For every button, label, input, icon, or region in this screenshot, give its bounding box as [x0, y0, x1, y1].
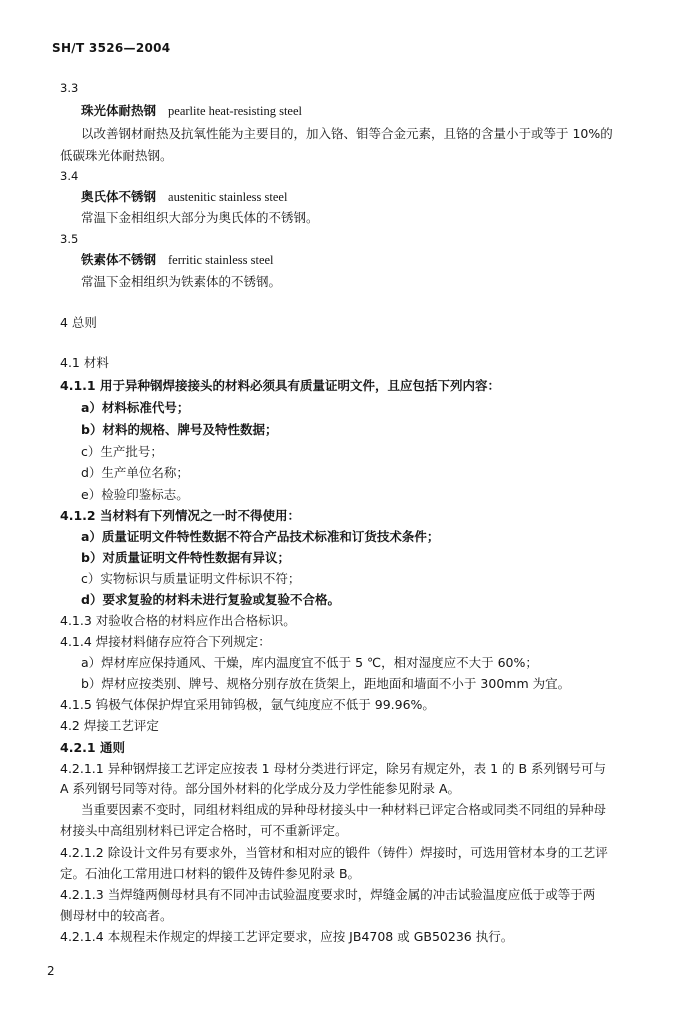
text-line: b）对质量证明文件特性数据有异议；	[81, 550, 290, 565]
text-line: 4.2.1.1 异种钢焊接工艺评定应按表 1 母材分类进行评定，除另有规定外，表 1 的 B 系列钢号可与	[60, 761, 607, 776]
text-line: c）生产批号；	[81, 444, 163, 459]
term-chinese: 奥氏体不锈钢	[81, 189, 157, 204]
text-line: 常温下金相组织为铁素体的不锈钢。	[81, 274, 282, 289]
text-line: 3.5	[60, 232, 79, 246]
text-line: 4.2.1.4 本规程未作规定的焊接工艺评定要求，应按 JB4708 或 GB50236 执行。	[60, 929, 514, 944]
text-line: 4.2.1 通则	[60, 740, 125, 755]
text-line: 4.1.2 当材料有下列情况之一时不得使用：	[60, 508, 300, 523]
text-line: 4.1.5 钨极气体保护焊宜采用铈钨极，氩气纯度应不低于 99.96%。	[60, 697, 435, 712]
text-line: e）检验印鉴标志。	[81, 487, 189, 502]
term-definition-heading	[81, 189, 287, 205]
term-english: pearlite heat-resisting steel	[168, 104, 302, 118]
term-chinese: 铁素体不锈钢	[81, 252, 157, 267]
text-line: 4.2.1.2 除设计文件另有要求外，当管材和相对应的锻件（铸件）焊接时，可选用管材本身的工艺评	[60, 845, 608, 860]
text-line: c）实物标识与质量证明文件标识不符；	[81, 571, 301, 586]
text-line: 4 总则	[60, 315, 97, 330]
text-line: 4.1.1 用于异种钢焊接接头的材料必须具有质量证明文件，且应包括下列内容：	[60, 378, 500, 393]
term-definition-heading	[81, 103, 302, 119]
text-line: 以改善钢材耐热及抗氧性能为主要目的，加入铬、钼等合金元素，且铬的含量小于或等于 10%的	[81, 126, 613, 141]
text-line: a）材料标准代号；	[81, 400, 190, 415]
text-line: 当重要因素不变时，同组材料组成的异种母材接头中一种材料已评定合格或同类不同组的异种母	[81, 802, 607, 817]
text-line: 侧母材中的较高者。	[60, 908, 173, 923]
text-line: 常温下金相组织大部分为奥氏体的不锈钢。	[81, 210, 319, 225]
text-line: d）要求复验的材料未进行复验或复验不合格。	[81, 592, 340, 607]
text-line: 4.2.1.3 当焊缝两侧母材具有不同冲击试验温度要求时，焊缝金属的冲击试验温度应低于或等于两	[60, 887, 596, 902]
term-english: ferritic stainless steel	[168, 253, 274, 267]
term-chinese: 珠光体耐热钢	[81, 103, 157, 118]
text-line: d）生产单位名称；	[81, 465, 189, 480]
text-line: 定。石油化工常用进口材料的锻件及铸件参见附录 B。	[60, 866, 361, 881]
text-line: a）质量证明文件特性数据不符合产品技术标准和订货技术条件；	[81, 529, 440, 544]
text-line: 3.3	[60, 81, 79, 95]
text-line: 4.1.3 对验收合格的材料应作出合格标识。	[60, 613, 296, 628]
text-line: a）焊材库应保持通风、干燥，库内温度宜不低于 5 ℃，相对湿度应不大于 60%；	[81, 655, 538, 670]
text-line: 低碳珠光体耐热钢。	[60, 148, 173, 163]
term-english: austenitic stainless steel	[168, 190, 288, 204]
text-line: b）材料的规格、牌号及特性数据；	[81, 422, 278, 437]
text-line: 材接头中高组别材料已评定合格时，可不重新评定。	[60, 823, 348, 838]
text-line: 3.4	[60, 169, 79, 183]
page-number: 2	[47, 964, 55, 978]
text-line: 4.1.4 焊接材料储存应符合下列规定：	[60, 634, 271, 649]
term-definition-heading	[81, 252, 274, 268]
text-line: 4.2 焊接工艺评定	[60, 718, 159, 733]
text-line: A 系列钢号同等对待。部分国外材料的化学成分及力学性能参见附录 A。	[60, 781, 461, 796]
text-line: 4.1 材料	[60, 355, 109, 370]
standard-number-header: SH/T 3526—2004	[52, 41, 171, 55]
text-line: b）焊材应按类别、牌号、规格分别存放在货架上，距地面和墙面不小于 300mm 为宜。	[81, 676, 571, 691]
